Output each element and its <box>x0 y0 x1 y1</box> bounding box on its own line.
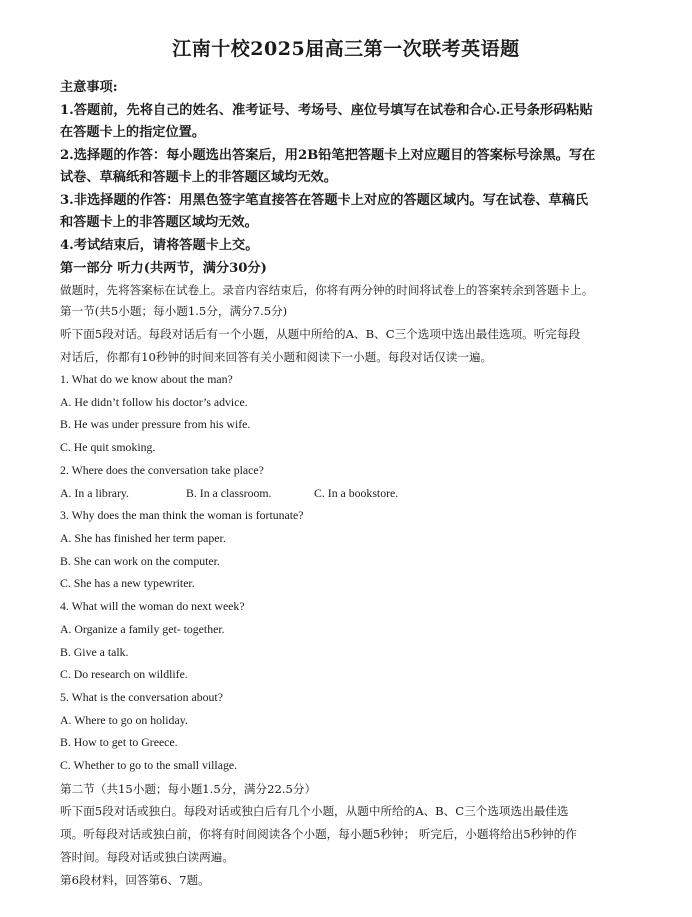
question-4: 4. What will the woman do next week? <box>60 599 245 613</box>
question-3-option-c: C. She has a new typewriter. <box>60 576 195 590</box>
section2-instructions-line-2: 项。听每段对话或独白前，你将有时间阅读各个小题，每小题5秒钟； 听完后，小题将给出5秒钟的作 <box>60 827 577 841</box>
question-5-option-b: B. How to get to Greece. <box>60 735 178 749</box>
question-1-option-c: C. He quit smoking. <box>60 440 156 454</box>
question-1-option-b: B. He was under pressure from his wife. <box>60 417 251 431</box>
question-4-option-b: B. Give a talk. <box>60 645 129 659</box>
notice-item-3-line-1: 3.非选择题的作答：用黑色签字笔直接答在答题卡上对应的答题区域内。写在试卷、草稿氏 <box>60 193 589 208</box>
material-6-label: 第6段材料，回答第6、7题。 <box>60 873 210 887</box>
question-4-option-a: A. Organize a family get- together. <box>60 622 225 636</box>
notice-item-4: 4.考试结束后，请将答题卡上交。 <box>60 238 259 253</box>
notice-item-1-line-1: 1.答题前，先将自己的姓名、准考证号、考场号、座位号填写在试卷和合心.正号条形码粘贴 <box>60 103 593 118</box>
part1-intro: 做题时，先将答案标在试卷上。录音内容结束后，你将有两分钟的时间将试卷上的答案转余到答题卡上。 <box>60 283 594 297</box>
notice-item-3-line-2: 和答题卡上的非答题区域均无效。 <box>60 215 258 230</box>
question-3-option-a: A. She has finished her term paper. <box>60 531 226 545</box>
notice-heading: 主意事项: <box>60 80 118 95</box>
question-3: 3. Why does the man think the woman is fortunate? <box>60 508 304 522</box>
notice-item-2-line-1: 2.选择题的作答：每小题选出答案后，用2B铅笔把答题卡上对应题目的答案标号涂黑。写在 <box>60 148 596 163</box>
question-5-option-a: A. Where to go on holiday. <box>60 713 188 727</box>
question-5-option-c: C. Whether to go to the small village. <box>60 758 238 772</box>
question-1-option-a: A. He didn’t follow his doctor’s advice. <box>60 395 248 409</box>
question-1: 1. What do we know about the man? <box>60 372 233 386</box>
section1-heading: 第一节(共5小题；每小题1.5分，满分7.5分) <box>60 304 288 318</box>
part1-heading: 第一部分 听力(共两节，满分30分) <box>60 261 267 276</box>
question-4-option-c: C. Do research on wildlife. <box>60 667 188 681</box>
notice-item-1-line-2: 在答题卡上的指定位置。 <box>60 125 206 140</box>
question-5: 5. What is the conversation about? <box>60 690 223 704</box>
section2-instructions-line-1: 听下面5段对话或独白。每段对话或独白后有几个小题，从题中所给的A、B、C三个选项选出最佳选 <box>60 804 569 818</box>
section1-instructions-line-1: 听下面5段对话。每段对话后有一个小题，从题中所给的A、B、C三个选项中选出最佳选项。听完每段 <box>60 327 581 341</box>
exam-title: 江南十校2025届高三第一次联考英语题 <box>172 38 520 60</box>
question-2-options <box>60 486 398 501</box>
question-2: 2. Where does the conversation take place? <box>60 463 264 477</box>
section2-instructions-line-3: 答时间。每段对话或独白读两遍。 <box>60 850 234 864</box>
question-2-option-a: A. In a library. <box>60 486 130 500</box>
section2-heading: 第二节（共15小题；每小题1.5分，满分22.5分） <box>60 782 317 796</box>
question-2-option-b: B. In a classroom. <box>186 486 272 500</box>
question-3-option-b: B. She can work on the computer. <box>60 554 220 568</box>
section1-instructions-line-2: 对话后，你都有10秒钟的时间来回答有关小题和阅读下一小题。每段对话仅读一遍。 <box>60 350 493 364</box>
notice-item-2-line-2: 试卷、草稿纸和答题卡上的非答题区域均无效。 <box>60 170 337 185</box>
question-2-option-c: C. In a bookstore. <box>314 486 399 500</box>
